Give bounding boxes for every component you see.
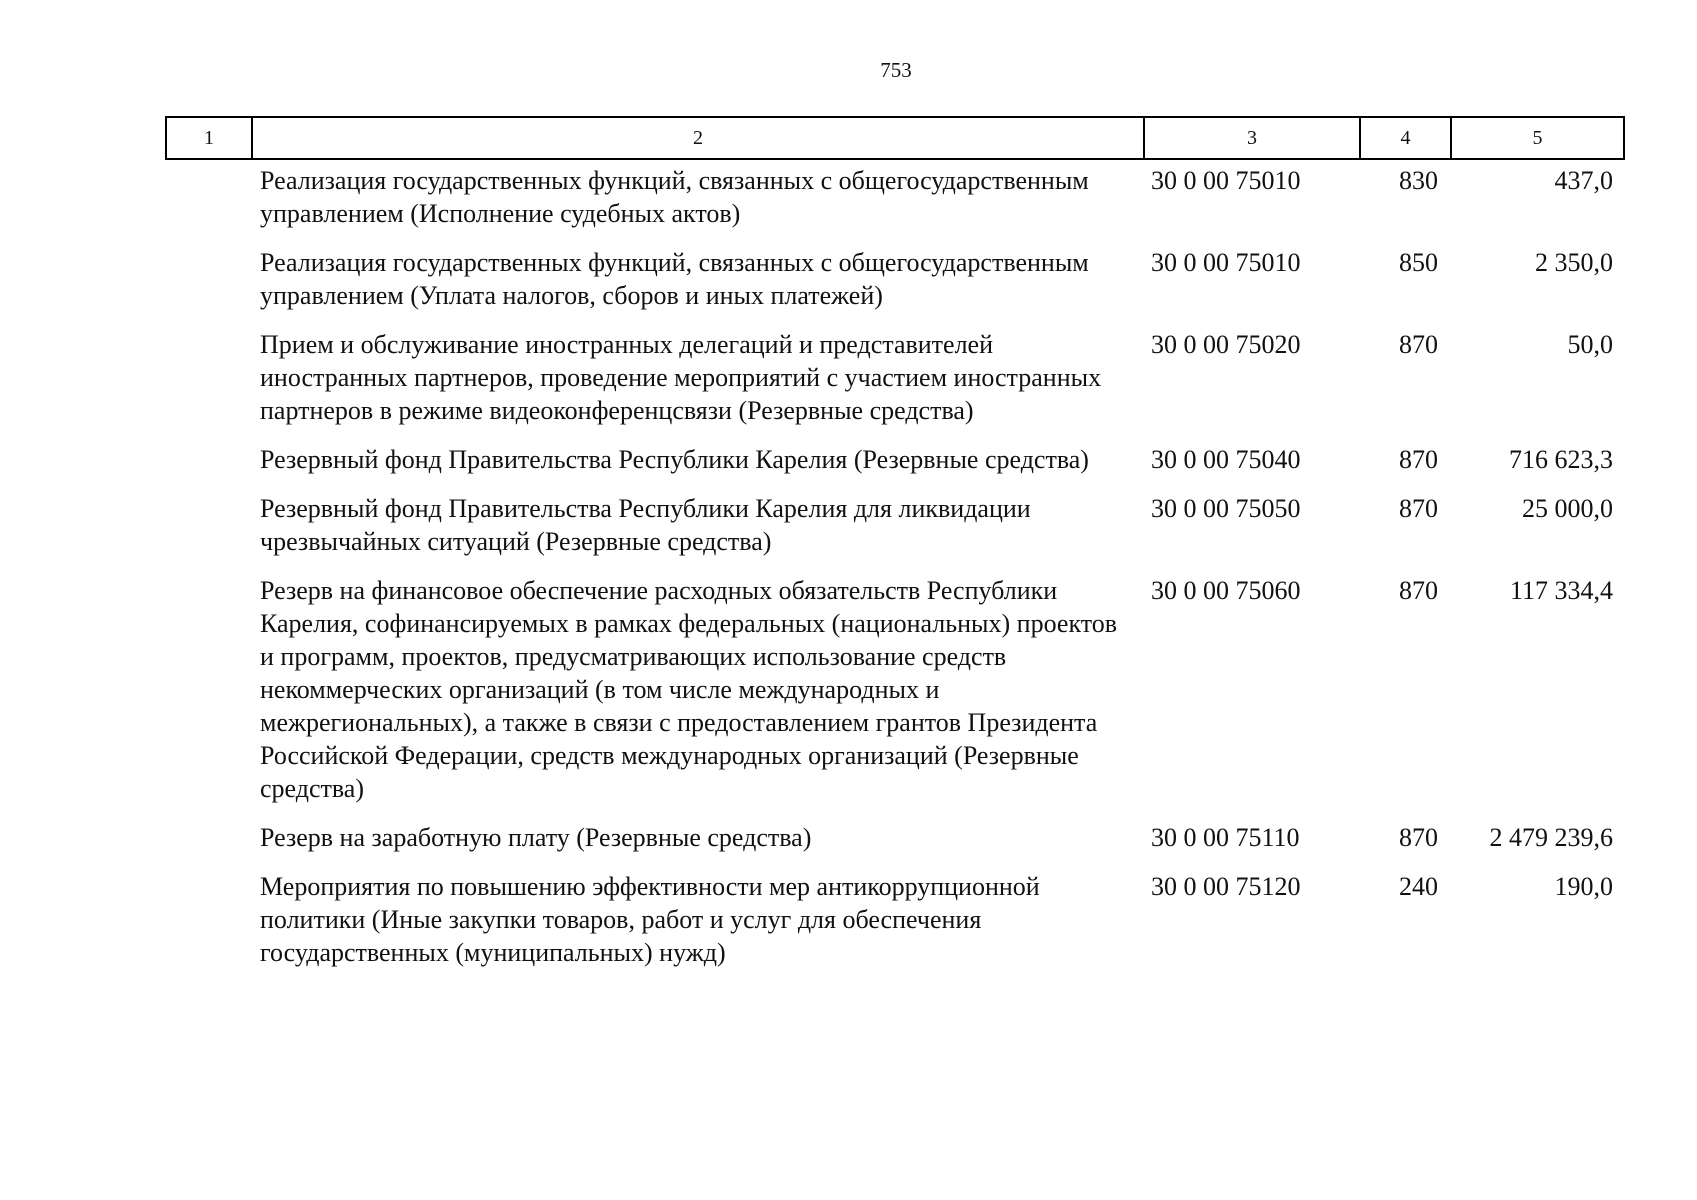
header-col-2: 2: [252, 117, 1144, 159]
row-sum: 2 479 239,6: [1489, 823, 1613, 852]
row-type: 870: [1399, 576, 1438, 605]
row-name: Реализация государственных функций, связанных с общегосударственным управлением (Уплата налогов, сборов и иных платежей): [260, 248, 1089, 310]
table-row: [165, 328, 1623, 443]
row-code: 30 0 00 75020: [1151, 330, 1301, 359]
row-sum: 50,0: [1567, 330, 1613, 359]
row-type: 830: [1399, 166, 1438, 195]
table-row: [165, 164, 1623, 246]
row-type: 870: [1399, 445, 1438, 474]
row-sum: 2 350,0: [1535, 248, 1613, 277]
row-type: 870: [1399, 823, 1438, 852]
row-name: Резерв на финансовое обеспечение расходных обязательств Республики Карелия, софинансируемых в рамках федеральных (национальных) проектов и программ, проектов, предусматривающих использование средств некоммерческих организаций (в том числе международных и межрегиональных), а также в связи с предоставлением грантов Президента Российской Федерации, средств международных организаций (Резервные средства): [260, 576, 1118, 803]
row-code: 30 0 00 75010: [1151, 166, 1301, 195]
header-col-1: 1: [166, 117, 252, 159]
row-code: 30 0 00 75010: [1151, 248, 1301, 277]
row-name: Прием и обслуживание иностранных делегаций и представителей иностранных партнеров, проведение мероприятий с участием иностранных партнеров в режиме видеоконференцсвязи (Резервные средства): [260, 330, 1102, 425]
row-sum: 117 334,4: [1509, 576, 1613, 605]
table-row: [165, 821, 1623, 870]
row-code: 30 0 00 75050: [1151, 494, 1301, 523]
row-code: 30 0 00 75040: [1151, 445, 1301, 474]
header-col-3: 3: [1144, 117, 1360, 159]
table-row: [165, 870, 1623, 985]
table-row: [165, 246, 1623, 328]
row-name: Резерв на заработную плату (Резервные средства): [260, 823, 812, 852]
row-sum: 437,0: [1554, 166, 1613, 195]
row-code: 30 0 00 75060: [1151, 576, 1301, 605]
row-sum: 190,0: [1554, 872, 1613, 901]
row-name: Резервный фонд Правительства Республики Карелия (Резервные средства): [260, 445, 1089, 474]
budget-table: [165, 164, 1623, 985]
header-col-4: 4: [1360, 117, 1451, 159]
row-type: 850: [1399, 248, 1438, 277]
row-code: 30 0 00 75120: [1151, 872, 1301, 901]
row-sum: 716 623,3: [1509, 445, 1613, 474]
row-name: Резервный фонд Правительства Республики Карелия для ликвидации чрезвычайных ситуаций (Резервные средства): [260, 494, 1031, 556]
row-type: 870: [1399, 494, 1438, 523]
row-type: 870: [1399, 330, 1438, 359]
table-row: [165, 492, 1623, 574]
row-sum: 25 000,0: [1522, 494, 1613, 523]
header-row: [166, 117, 1624, 159]
row-name: Реализация государственных функций, связанных с общегосударственным управлением (Исполнение судебных актов): [260, 166, 1089, 228]
row-type: 240: [1399, 872, 1438, 901]
header-col-5: 5: [1451, 117, 1624, 159]
table-row: [165, 574, 1623, 821]
column-number-header: [165, 116, 1625, 160]
page-number: 753: [880, 58, 912, 82]
row-code: 30 0 00 75110: [1151, 823, 1300, 852]
row-name: Мероприятия по повышению эффективности мер антикоррупционной политики (Иные закупки товаров, работ и услуг для обеспечения государственных (муниципальных) нужд): [260, 872, 1040, 967]
table-row: [165, 443, 1623, 492]
